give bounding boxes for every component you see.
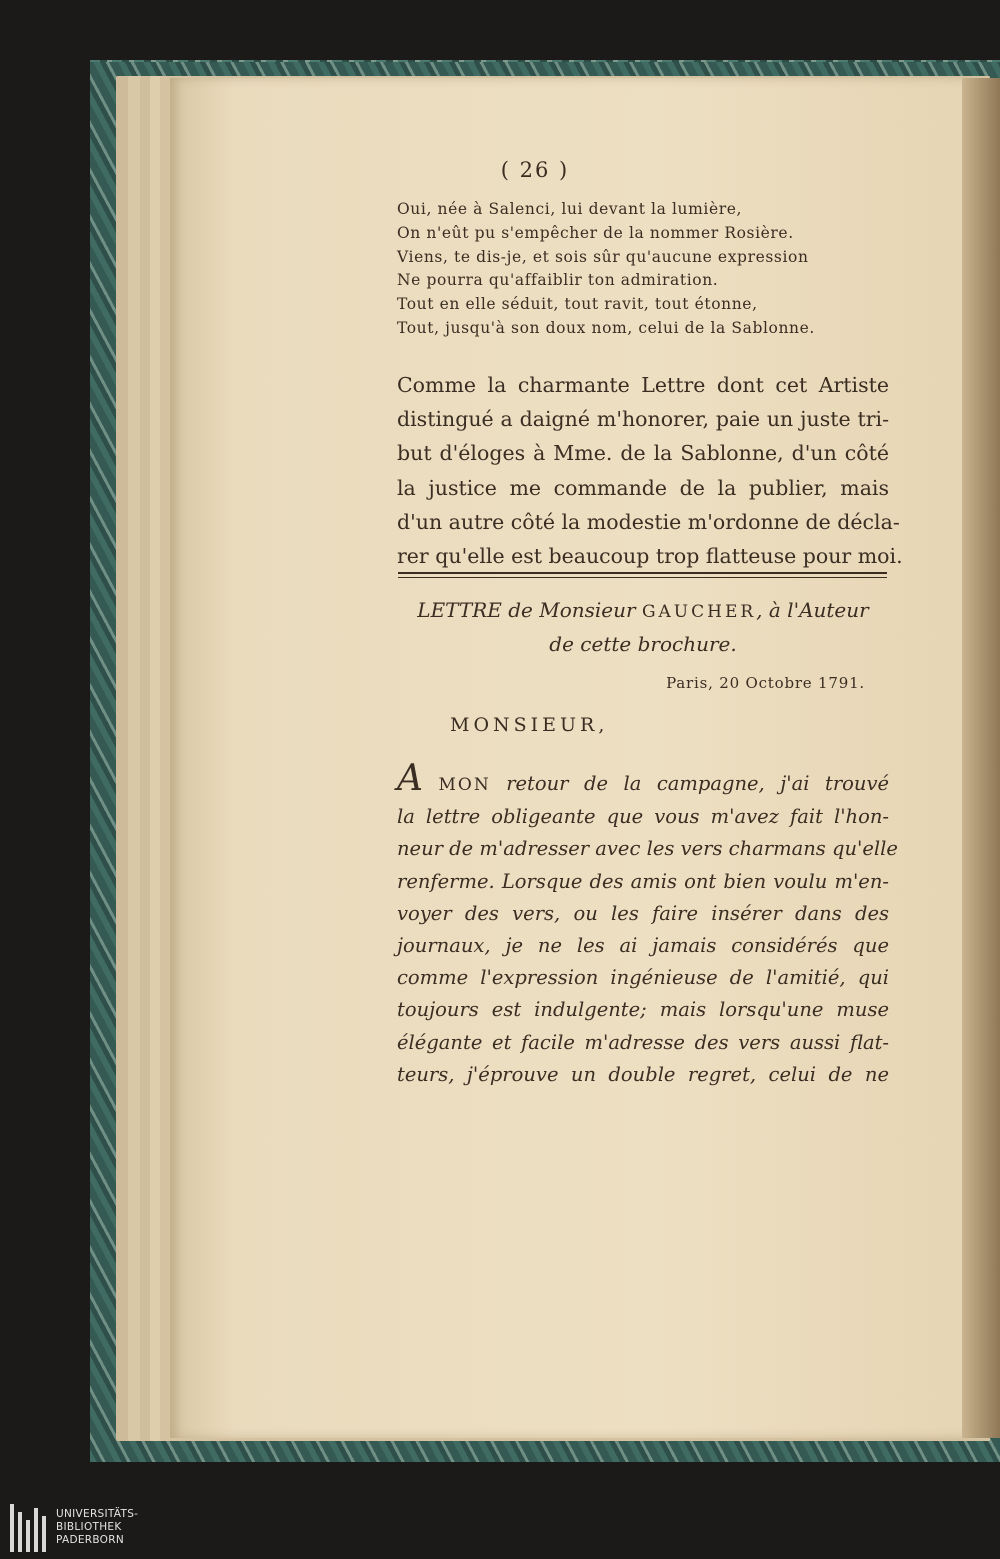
page-number: ( 26 ) [500,158,570,182]
drop-cap: A [397,758,423,799]
verse-line: Oui, née à Salenci, lui devant la lumière, [397,200,743,218]
letter-heading [397,594,889,660]
letter-line: la lettre obligeante que vous m'avez fait l'hon- [397,805,889,829]
library-name [56,1508,138,1547]
verse-line: Tout en elle séduit, tout ravit, tout étonne, [397,295,758,314]
prose-line: rer qu'elle est beaucoup trop flatteuse pour moi. [397,544,903,569]
prose-line: la justice me commande de la publier, mais [397,475,889,500]
letter-line: voyer des vers, ou les faire insérer dans des [397,901,889,925]
letter-first-line [397,758,889,801]
library-name-line: UNIVERSITÄTS- [56,1508,139,1520]
letter-line: comme l'expression ingénieuse de l'amitié, qui [397,966,889,990]
heading-name: GAUCHER [641,602,757,622]
dateline: Paris, 20 Octobre 1791. [666,674,865,692]
letter-line: renferme. Lorsque des amis ont bien voulu m'en- [397,869,889,893]
verse-line: Ne pourra qu'affaiblir ton admiration. [397,271,719,290]
library-name-line: BIBLIOTHEK [56,1521,122,1533]
prose-line: distingué a daigné m'honorer, paie un juste tri- [397,407,889,432]
prose-line: d'un autre côté la modestie m'ordonne de décla- [397,509,900,534]
verse-line: Tout, jusqu'à son doux nom, celui de la Sablonne. [397,318,815,337]
letter-line: teurs, j'éprouve un double regret, celui de ne [397,1062,889,1086]
verse-line: On n'eût pu s'empêcher de la nommer Rosière. [397,223,794,242]
library-name-line: PADERBORN [56,1534,124,1546]
prose-line: Comme la charmante Lettre dont cet Artiste [397,373,889,397]
letter-line: élégante et facile m'adresse des vers aussi flat- [397,1030,889,1054]
letter-body [397,758,898,1091]
letter-line: toujours est indulgente; mais lorsqu'une muse [397,998,889,1022]
verse-line: Viens, te dis-je, et sois sûr qu'aucune expression [397,247,809,266]
prose-paragraph [397,368,903,573]
section-divider [398,572,887,578]
verse-block [397,198,867,341]
letter-line: neur de m'adresser avec les vers charmans qu'elle [397,837,898,861]
first-word: MON [438,775,491,795]
letter-line: journaux, je ne les ai jamais considérés que [397,934,889,958]
library-logo [10,1500,138,1555]
letter-heading-line-2: de cette brochure. [549,632,737,656]
salutation: MONSIEUR, [450,714,609,736]
letter-heading-line-1 [397,594,889,628]
first-line-rest: retour de la campagne, j'ai trouvé [506,772,889,795]
library-logo-icon [10,1504,50,1552]
heading-prefix: LETTRE de Monsieur [417,598,636,622]
prose-line: but d'éloges à Mme. de la Sablonne, d'un côté [397,441,889,466]
heading-suffix: , à l'Auteur [756,598,869,622]
